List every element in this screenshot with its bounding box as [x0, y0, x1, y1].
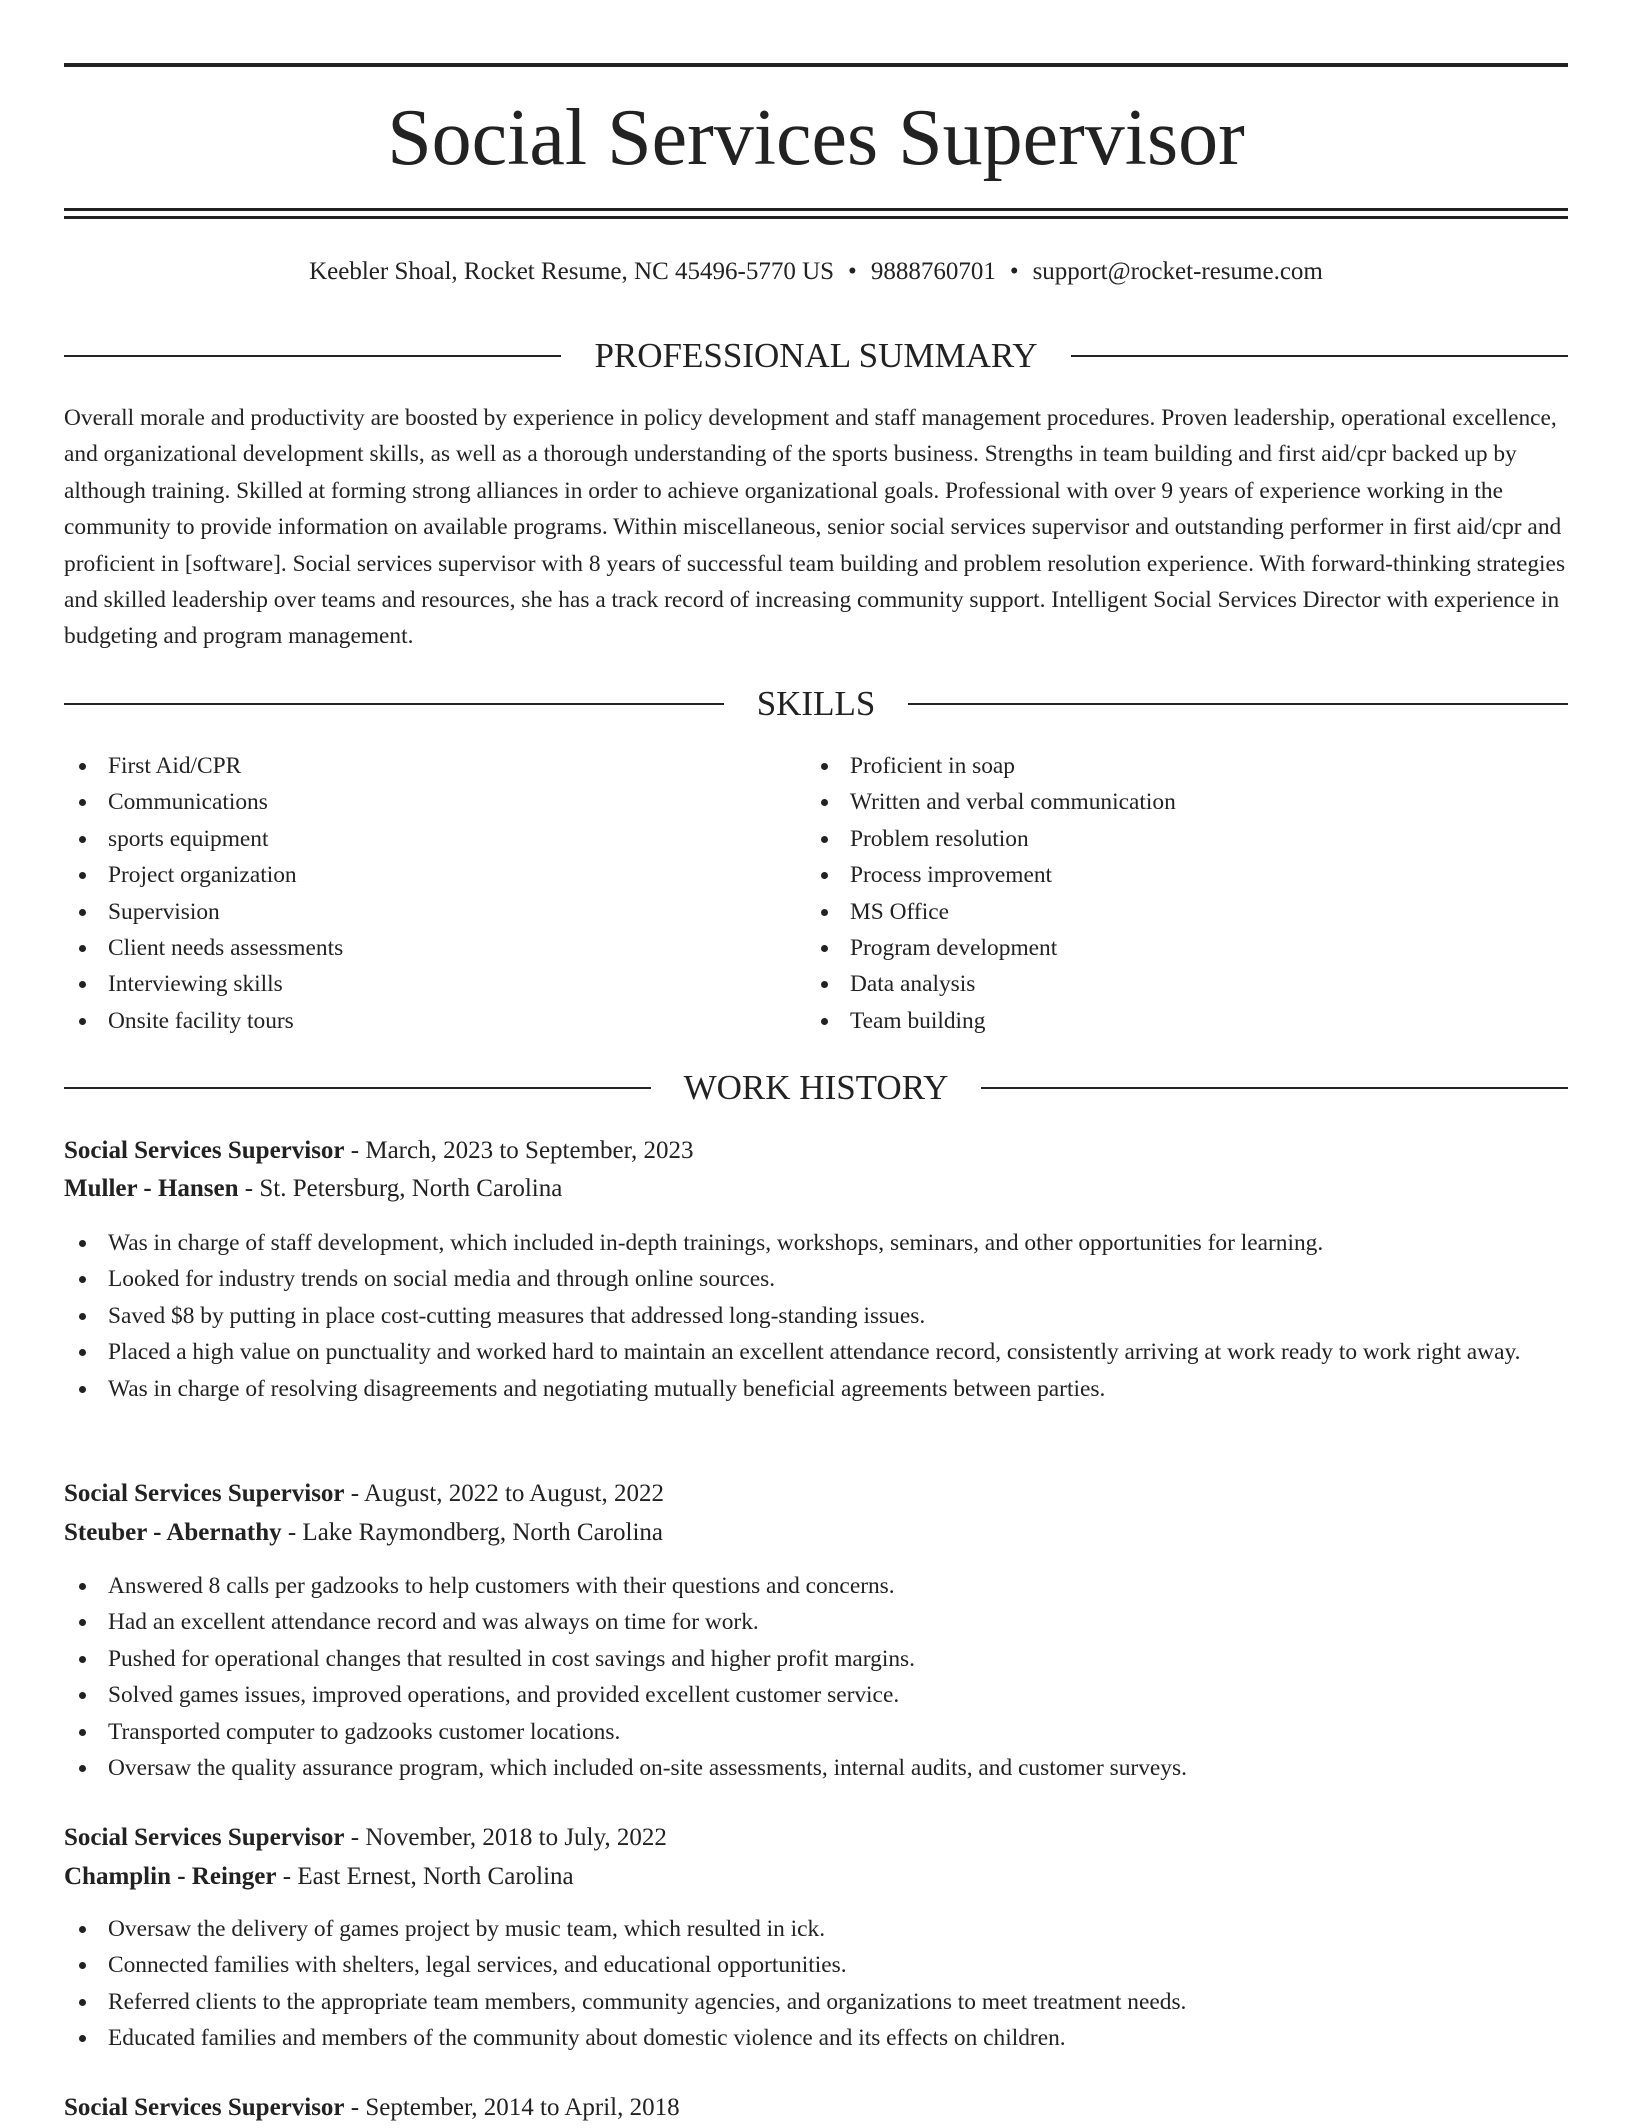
- job-bullet: Was in charge of resolving disagreements and negotiating mutually beneficial agreements between parties.: [64, 1371, 1568, 1407]
- skill-item: Problem resolution: [806, 821, 1506, 857]
- job-company-line: [64, 1857, 1568, 1897]
- job-bullet: Oversaw the quality assurance program, which included on-site assessments, internal audits, and customer surveys.: [64, 1750, 1568, 1786]
- heading-rule-left: [64, 1087, 651, 1089]
- job-bullet: Was in charge of staff development, which included in-depth trainings, workshops, seminars, and other opportunities for learning.: [64, 1225, 1568, 1261]
- skills-list-left: [64, 748, 764, 1039]
- contact-address: Keebler Shoal, Rocket Resume, NC 45496-5770 US: [309, 258, 835, 285]
- heading-rule-left: [64, 703, 724, 705]
- skill-item: Proficient in soap: [806, 748, 1506, 784]
- skill-item: Communications: [64, 784, 764, 820]
- heading-rule-left: [64, 355, 561, 357]
- job-location: - East Ernest, North Carolina: [276, 1863, 574, 1890]
- job-dates: - August, 2022 to August, 2022: [344, 1480, 665, 1507]
- skill-item: sports equipment: [64, 821, 764, 857]
- job-title-line: [64, 1818, 1568, 1858]
- job-bullets: [64, 1911, 1568, 2057]
- job-bullet: Had an excellent attendance record and was always on time for work.: [64, 1604, 1568, 1640]
- job-title: Social Services Supervisor: [64, 1824, 345, 1851]
- skill-item: Supervision: [64, 894, 764, 930]
- job-bullets: [64, 1568, 1568, 1786]
- double-rule-upper: [64, 208, 1568, 211]
- job-bullet: Saved $8 by putting in place cost-cutting measures that addressed long-standing issues.: [64, 1298, 1568, 1334]
- job-company: Steuber - Abernathy: [64, 1519, 282, 1546]
- skills-list-right: [806, 748, 1506, 1039]
- job-title-line: [64, 1131, 1568, 1171]
- job-bullet: Solved games issues, improved operations, and provided excellent customer service.: [64, 1677, 1568, 1713]
- section-heading-summary: [64, 334, 1568, 378]
- skill-item: Onsite facility tours: [64, 1003, 764, 1039]
- skill-item: Data analysis: [806, 966, 1506, 1002]
- job-bullet: Pushed for operational changes that resulted in cost savings and higher profit margins.: [64, 1641, 1568, 1677]
- job-company-line: [64, 1169, 1568, 1209]
- skill-item: Written and verbal communication: [806, 784, 1506, 820]
- job-bullet: Answered 8 calls per gadzooks to help customers with their questions and concerns.: [64, 1568, 1568, 1604]
- job-bullet: Placed a high value on punctuality and worked hard to maintain an excellent attendance record, consistently arriving at work ready to work right away.: [64, 1334, 1568, 1370]
- job-dates: - November, 2018 to July, 2022: [344, 1824, 667, 1851]
- professional-summary-text: Overall morale and productivity are boosted by experience in policy development and staff management procedures. Proven leadership, operational excellence, and organizational development skills, as well as a thorough understanding of the sports business. Strengths in team building and first aid/cpr backed up by although training. Skilled at forming strong alliances in order to achieve organizational goals. Professional with over 9 years of experience working in the community to provide information on available programs. Within miscellaneous, senior social services supervisor and outstanding performer in first aid/cpr and proficient in [software]. Social services supervisor with 8 years of successful team building and problem resolution experience. With forward-thinking strategies and skilled leadership over teams and resources, she has a track record of increasing community support. Intelligent Social Services Director with experience in budgeting and program management.: [64, 405, 1566, 650]
- job-bullets: [64, 1225, 1568, 1407]
- contact-email: support@rocket-resume.com: [1032, 258, 1323, 285]
- section-title: WORK HISTORY: [683, 1068, 949, 1107]
- heading-rule-right: [908, 703, 1568, 705]
- job-bullet: Connected families with shelters, legal services, and educational opportunities.: [64, 1947, 1568, 1983]
- job-title: Social Services Supervisor: [64, 1480, 345, 1507]
- job-company: Muller - Hansen: [64, 1175, 239, 1202]
- heading-rule-right: [981, 1087, 1568, 1089]
- skill-item: Process improvement: [806, 857, 1506, 893]
- job-bullet: Oversaw the delivery of games project by music team, which resulted in ick.: [64, 1911, 1568, 1947]
- job-title: Social Services Supervisor: [64, 2094, 345, 2121]
- contact-separator: •: [848, 258, 857, 285]
- skill-item: First Aid/CPR: [64, 748, 764, 784]
- skill-item: Program development: [806, 930, 1506, 966]
- skill-item: Project organization: [64, 857, 764, 893]
- section-heading-work: [64, 1066, 1568, 1110]
- section-heading-skills: [64, 682, 1568, 726]
- job-company-line: [64, 1513, 1568, 1553]
- contact-line: [64, 252, 1568, 292]
- section-title: PROFESSIONAL SUMMARY: [594, 336, 1038, 375]
- skill-item: Team building: [806, 1003, 1506, 1039]
- contact-phone: 9888760701: [870, 258, 996, 285]
- job-company: Champlin - Reinger: [64, 1863, 277, 1890]
- job-bullet: Looked for industry trends on social media and through online sources.: [64, 1261, 1568, 1297]
- contact-separator: •: [1009, 258, 1019, 285]
- job-title: Social Services Supervisor: [64, 1137, 345, 1164]
- section-title: SKILLS: [756, 684, 876, 723]
- heading-rule-right: [1071, 355, 1568, 357]
- double-rule-lower: [64, 216, 1568, 219]
- job-dates: - March, 2023 to September, 2023: [344, 1137, 694, 1164]
- job-bullet: Transported computer to gadzooks customer locations.: [64, 1714, 1568, 1750]
- job-bullet: Educated families and members of the community about domestic violence and its effects on children.: [64, 2020, 1568, 2056]
- job-title-line: [64, 1474, 1568, 1514]
- job-title-line: [64, 2088, 1568, 2128]
- skill-item: Interviewing skills: [64, 966, 764, 1002]
- job-location: - Lake Raymondberg, North Carolina: [281, 1519, 663, 1546]
- job-bullet: Referred clients to the appropriate team members, community agencies, and organizations to meet treatment needs.: [64, 1984, 1568, 2020]
- job-location: - St. Petersburg, North Carolina: [238, 1175, 563, 1202]
- skill-item: MS Office: [806, 894, 1506, 930]
- skill-item: Client needs assessments: [64, 930, 764, 966]
- job-dates: - September, 2014 to April, 2018: [344, 2094, 680, 2121]
- resume-name: Social Services Supervisor: [387, 94, 1245, 182]
- top-rule: [64, 63, 1568, 67]
